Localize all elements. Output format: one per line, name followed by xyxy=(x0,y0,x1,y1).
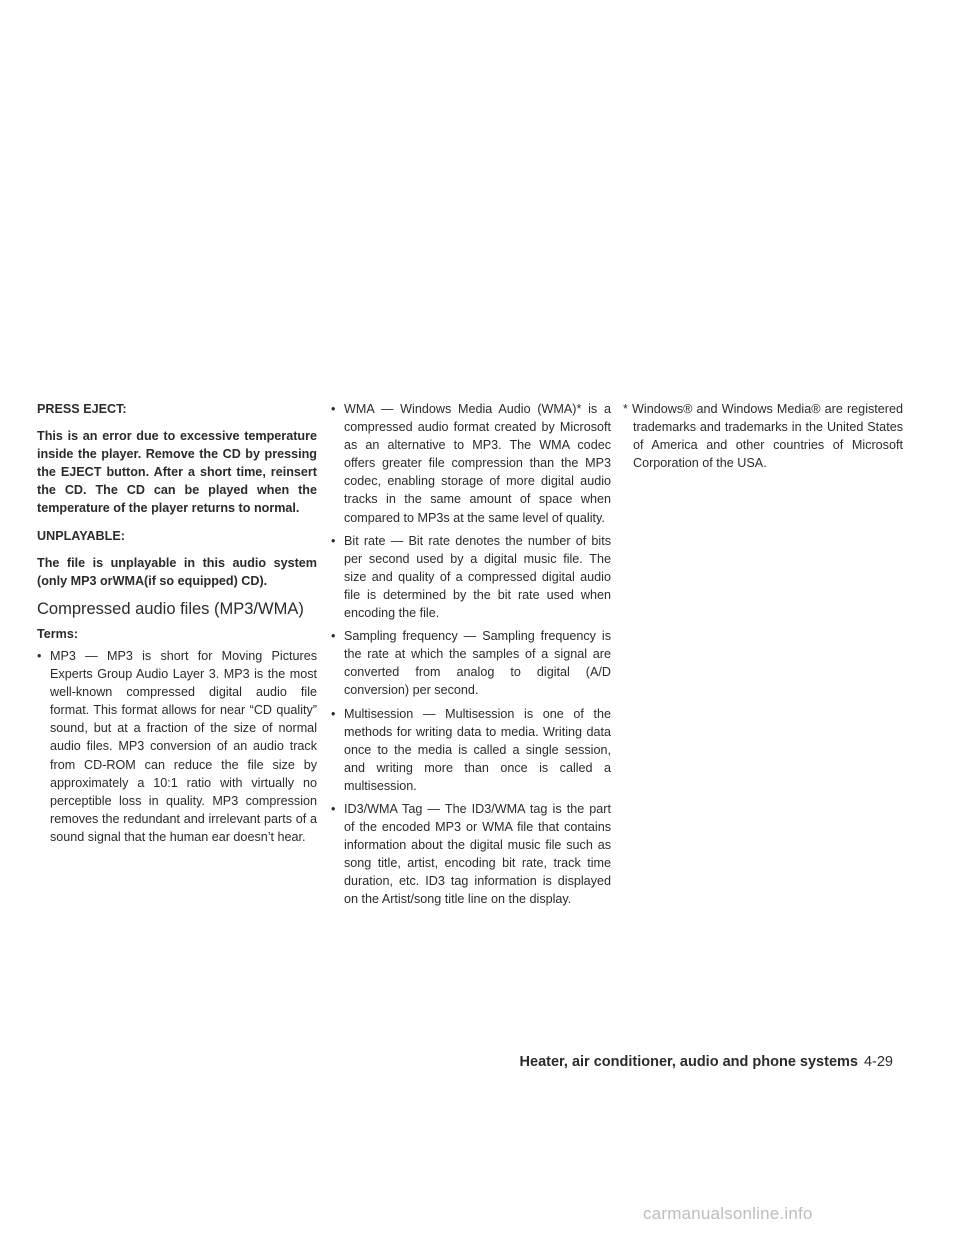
column-left xyxy=(37,400,317,851)
bullet-icon: • xyxy=(331,801,336,816)
trademark-note-text: * Windows® and Windows Media® are registered trademarks and trademarks in the United States of America and other countries of Microsoft Corporation of the USA. xyxy=(623,402,903,471)
watermark: carmanualsonline.info xyxy=(643,1204,813,1223)
terms-list-middle xyxy=(331,400,611,909)
terms-label: Terms: xyxy=(37,626,79,641)
footer-section-name: Heater, air conditioner, audio and phone systems xyxy=(519,1054,858,1070)
terms-list-left xyxy=(37,647,317,846)
page-footer xyxy=(520,1054,893,1070)
term-multisession xyxy=(331,705,611,795)
term-id3-text: ID3/WMA Tag — The ID3/WMA tag is the part of the encoded MP3 or WMA file that contains information about the digital music file such as song title, artist, encoding bit rate, track time duration, etc. ID3 tag information is displayed on the Artist/song title line on the display. xyxy=(344,801,611,907)
term-mp3 xyxy=(37,647,317,846)
column-right xyxy=(623,400,903,472)
term-bitrate-text: Bit rate — Bit rate denotes the number of bits per second used by a digital music file. The size and quality of a compressed digital audio file is determined by the bit rate used when encoding the file. xyxy=(344,533,611,621)
term-mp3-text: MP3 — MP3 is short for Moving Pictures Experts Group Audio Layer 3. MP3 is the most well-known compressed digital audio file format. This format allows for near “CD quality” sound, but at a fraction of the size of normal audio files. MP3 conversion of an audio track from CD-ROM can reduce the file size by approximately a 10:1 ratio with virtually no perceptible loss in quality. MP3 compression removes the redundant and irrelevant parts of a sound signal that the human ear doesn’t hear. xyxy=(50,648,317,844)
bullet-icon: • xyxy=(331,533,336,548)
page-number: 4-29 xyxy=(863,1054,893,1070)
term-wma xyxy=(331,400,611,527)
bullet-icon: • xyxy=(331,706,336,721)
term-sampling-text: Sampling frequency — Sampling frequency is the rate at which the samples of a signal are converted from analog to digital (A/D conversion) per second. xyxy=(344,629,611,698)
section-title: Compressed audio files (MP3/WMA) xyxy=(37,599,304,618)
term-bitrate xyxy=(331,532,611,622)
press-eject-text: This is an error due to excessive temperature inside the player. Remove the CD by pressing the EJECT button. After a short time, reinsert the CD. The CD can be played when the temperature of the player returns to normal. xyxy=(37,429,317,516)
column-middle xyxy=(331,400,611,914)
bullet-icon: • xyxy=(331,629,336,644)
trademark-note xyxy=(623,400,903,472)
press-eject-heading: PRESS EJECT: xyxy=(37,402,127,416)
term-id3 xyxy=(331,800,611,909)
bullet-icon: • xyxy=(37,648,42,663)
unplayable-text: The file is unplayable in this audio system (only MP3 orWMA(if so equipped) CD). xyxy=(37,555,317,588)
term-wma-text: WMA — Windows Media Audio (WMA)* is a compressed audio format created by Microsoft as an alternative to MP3. The WMA codec offers greater file compression than the MP3 codec, enabling storage of more digital audio tracks in the same amount of space when compared to MP3s at the same level of quality. xyxy=(344,402,611,525)
term-multisession-text: Multisession — Multisession is one of the methods for writing data to media. Writing data once to the media is called a single session, and writing more than once is called a multisession. xyxy=(344,706,611,793)
term-sampling xyxy=(331,627,611,699)
unplayable-heading: UNPLAYABLE: xyxy=(37,528,125,543)
bullet-icon: • xyxy=(331,402,336,416)
